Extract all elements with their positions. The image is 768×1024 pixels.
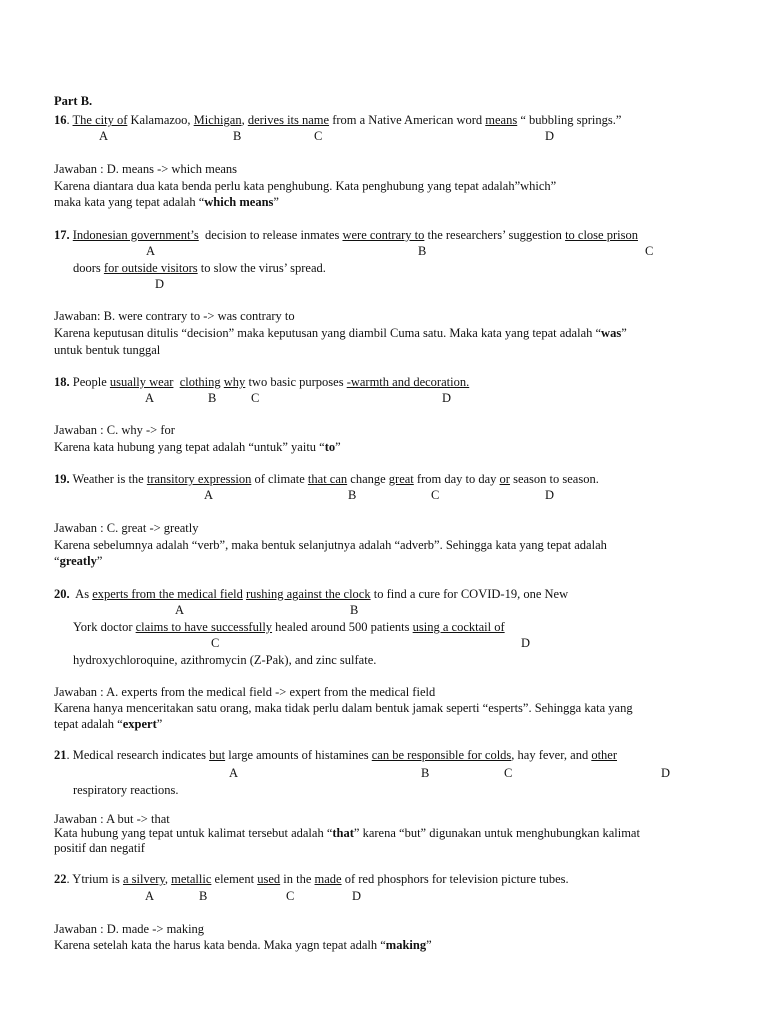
option-c: claims to have successfully (135, 620, 273, 634)
option-a: transitory expression (146, 472, 252, 486)
text: to slow the virus’ spread. (197, 261, 326, 275)
letter-c: C (286, 889, 295, 903)
letter-c: C (504, 766, 513, 780)
text: “ (54, 554, 60, 568)
text: York doctor (73, 620, 136, 634)
text: Kata hubung yang tepat untuk kalimat tersebut adalah “ (54, 826, 333, 840)
letter-d: D (352, 889, 362, 903)
option-c: why (223, 375, 246, 389)
explanation-19: Karena sebelumnya adalah “verb”, maka bentuk selanjutnya adalah “adverb”. Sehingga kata yang tepat adalah (54, 538, 607, 552)
option-d: for outside visitors (103, 261, 198, 275)
option-b: clothing (179, 375, 221, 389)
option-d: -warmth and decoration. (346, 375, 470, 389)
text: ” (621, 326, 627, 340)
question-20-line2 (73, 620, 505, 635)
option-c: to close prison (565, 228, 638, 242)
question-number: 20. (54, 587, 70, 601)
text: season to season. (509, 472, 599, 486)
text: ” (335, 440, 341, 454)
letter-d: D (442, 391, 452, 405)
emphasis: which means (204, 195, 274, 209)
letter-a: A (229, 766, 239, 780)
text: Weather is the (69, 472, 147, 486)
text: As (69, 587, 93, 601)
text: Karena setelah kata the harus kata benda. Maka yagn tepat adalh “ (54, 938, 386, 952)
option-d: using a cocktail of (412, 620, 505, 634)
option-b: that can (307, 472, 348, 486)
answer-19: Jawaban : C. great -> greatly (54, 521, 199, 535)
question-17-line2 (73, 261, 326, 276)
letter-c: C (431, 488, 440, 502)
letter-b: B (421, 766, 430, 780)
option-d: means (485, 113, 518, 127)
text: from day to day (413, 472, 500, 486)
text: Kalamazoo, (127, 113, 194, 127)
explanation-20-line2 (54, 717, 162, 732)
answer-16: Jawaban : D. means -> which means (54, 162, 238, 176)
text: change (347, 472, 389, 486)
question-21 (54, 748, 617, 763)
text: from a Native American word (329, 113, 486, 127)
text: to find a cure for COVID-19, one New (370, 587, 569, 601)
question-20 (54, 587, 568, 602)
letter-c: C (314, 129, 323, 143)
option-b: were contrary to (342, 228, 425, 242)
text: . (66, 113, 73, 127)
letter-a: A (204, 488, 214, 502)
letter-d: D (155, 277, 165, 291)
option-a: experts from the medical field (92, 587, 243, 601)
emphasis: making (385, 938, 427, 952)
text: People (69, 375, 110, 389)
letter-a: A (175, 603, 185, 617)
letter-b: B (418, 244, 427, 258)
text: doors (73, 261, 104, 275)
text: “ bubbling springs.” (517, 113, 622, 127)
letter-a: A (146, 244, 156, 258)
emphasis: was (601, 326, 622, 340)
explanation-18 (54, 440, 341, 455)
text: Karena keputusan ditulis “decision” maka keputusan yang diambil Cuma satu. Maka kata yang tepat adalah “ (54, 326, 602, 340)
question-number: 18. (54, 375, 70, 389)
explanation-21 (54, 826, 640, 841)
option-b: rushing against the clock (245, 587, 371, 601)
letter-a: A (99, 129, 109, 143)
text: maka kata yang tepat adalah “ (54, 195, 205, 209)
explanation-16: Karena diantara dua kata benda perlu kata penghubung. Kata penghubung yang tepat adalah”which” (54, 179, 557, 193)
explanation-22 (54, 938, 432, 953)
text: the researchers’ suggestion (424, 228, 566, 242)
letter-d: D (545, 129, 555, 143)
answer-21: Jawaban : A but -> that (54, 812, 170, 826)
emphasis: that (332, 826, 354, 840)
letter-b: B (348, 488, 357, 502)
text: ” (273, 195, 279, 209)
option-b: metallic (171, 872, 212, 886)
option-a: but (209, 748, 226, 762)
emphasis: greatly (59, 554, 97, 568)
text: ” (156, 717, 163, 731)
text: ” (426, 938, 432, 952)
option-c: derives its name (247, 113, 330, 127)
explanation-21-line2: positif dan negatif (54, 841, 145, 855)
letter-d: D (545, 488, 555, 502)
text: ” (96, 554, 103, 568)
section-heading: Part B. (54, 94, 93, 108)
text: tepat adalah “ (54, 717, 123, 731)
question-19 (54, 472, 599, 487)
question-21-line2: respiratory reactions. (73, 783, 179, 797)
answer-17: Jawaban: B. were contrary to -> was contrary to (54, 309, 295, 323)
option-b: Michigan (193, 113, 242, 127)
answer-20: Jawaban : A. experts from the medical field -> expert from the medical field (54, 685, 436, 699)
option-d: or (499, 472, 510, 486)
text: two basic purposes (245, 375, 347, 389)
text: element (211, 872, 258, 886)
question-20-line3: hydroxychloroquine, azithromycin (Z-Pak), and zinc sulfate. (73, 653, 377, 667)
option-c: great (388, 472, 414, 486)
option-c: used (257, 872, 281, 886)
explanation-17 (54, 326, 627, 341)
question-number: 22 (54, 872, 67, 886)
letter-c: C (645, 244, 654, 258)
answer-18: Jawaban : C. why -> for (54, 423, 175, 437)
letter-b: B (199, 889, 208, 903)
option-a: The city of (72, 113, 128, 127)
question-number: 17. (54, 228, 70, 242)
letter-b: B (208, 391, 217, 405)
option-a: usually wear (109, 375, 174, 389)
text: . Ytrium is (66, 872, 123, 886)
emphasis: expert (122, 717, 157, 731)
letter-a: A (145, 391, 155, 405)
option-a: Indonesian government’s (72, 228, 199, 242)
text: ” karena “but” digunakan untuk menghubungkan kalimat (353, 826, 640, 840)
emphasis: to (324, 440, 336, 454)
text: of red phosphors for television picture tubes. (341, 872, 569, 886)
letter-d: D (521, 636, 531, 650)
letter-a: A (145, 889, 155, 903)
option-b: can be responsible for colds (371, 748, 512, 762)
question-17 (54, 228, 638, 243)
letter-d: D (661, 766, 671, 780)
question-number: 16 (54, 113, 67, 127)
explanation-17-line2: untuk bentuk tunggal (54, 343, 161, 357)
text: , (241, 113, 248, 127)
question-22 (54, 872, 569, 887)
question-18 (54, 375, 469, 390)
text: healed around 500 patients (272, 620, 413, 634)
explanation-20: Karena hanya menceritakan satu orang, maka tidak perlu dalam bentuk jamak seperti “esperts”. Sehingga kata yang (54, 701, 633, 715)
explanation-16-line2 (54, 195, 279, 210)
question-number: 21 (54, 748, 67, 762)
answer-22: Jawaban : D. made -> making (54, 922, 205, 936)
option-d: other (591, 748, 618, 762)
text: large amounts of histamines (225, 748, 372, 762)
letter-c: C (211, 636, 220, 650)
letter-b: B (350, 603, 359, 617)
text: . Medical research indicates (66, 748, 210, 762)
option-a: a silvery (122, 872, 165, 886)
text: , (164, 872, 172, 886)
explanation-19-line2 (54, 554, 102, 569)
letter-c: C (251, 391, 260, 405)
letter-b: B (233, 129, 242, 143)
question-16 (54, 113, 621, 128)
question-number: 19. (54, 472, 70, 486)
text: decision to release inmates (198, 228, 343, 242)
text: of climate (251, 472, 308, 486)
text: Karena kata hubung yang tepat adalah “untuk” yaitu “ (54, 440, 325, 454)
option-d: made (314, 872, 342, 886)
text: in the (280, 872, 315, 886)
text: , hay fever, and (511, 748, 592, 762)
